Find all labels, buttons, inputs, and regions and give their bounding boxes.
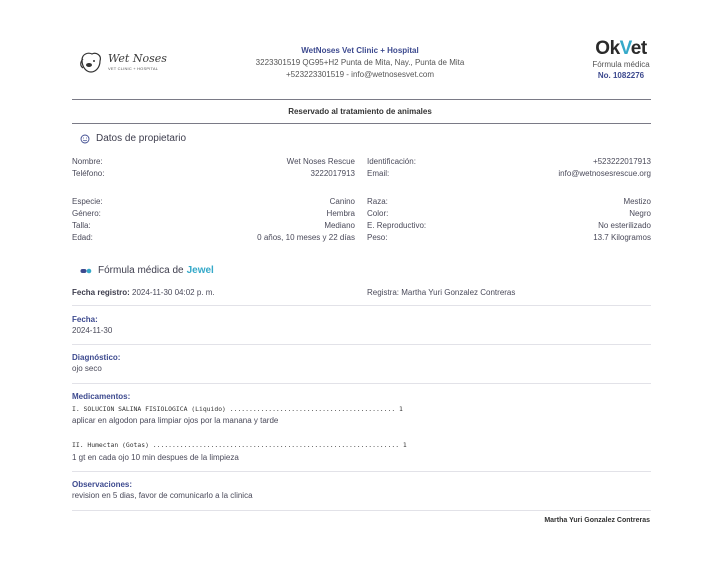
species-label: Especie:: [72, 197, 103, 206]
divider-1: [72, 305, 651, 306]
breed-value: Mestizo: [623, 197, 651, 206]
document-number: No. 1082276: [597, 71, 645, 80]
owner-phone-value: 3222017913: [310, 169, 355, 178]
pills-icon: [80, 266, 92, 276]
breed-label: Raza:: [367, 197, 388, 206]
size-label: Talla:: [72, 221, 91, 230]
reserved-note: Reservado al tratamiento de animales: [288, 107, 432, 116]
pet-name: Jewel: [186, 265, 214, 276]
brand-logo-suffix: et: [630, 38, 647, 59]
owner-email-value: info@wetnosesrescue.org: [558, 169, 651, 178]
owner-section-label: Datos de propietario: [96, 133, 187, 144]
clinic-address: 3223301519 QG95+H2 Punta de Mita, Nay., Punta de Mita: [255, 58, 465, 67]
color-value: Negro: [629, 209, 651, 218]
observations-label: Observaciones:: [72, 480, 133, 489]
diagnosis-label: Diagnóstico:: [72, 353, 121, 362]
formula-title-prefix: Fórmula médica de: [98, 265, 184, 276]
signature-name: Martha Yuri Gonzalez Contreras: [544, 517, 650, 524]
owner-section-title: [80, 133, 186, 144]
medication-1-instructions: aplicar en algodon para limpiar ojos por la manana y tarde: [72, 416, 279, 425]
weight-value: 13.7 Kilogramos: [593, 233, 651, 242]
weight-label: Peso:: [367, 233, 388, 242]
medication-1-line: I. SOLUCION SALINA FISIOLOGICA (Liquido) ........................................... 1: [72, 405, 403, 413]
date-value: 2024-11-30: [72, 326, 113, 335]
owner-name-value: Wet Noses Rescue: [286, 157, 355, 166]
brand-logo-prefix: Ok: [595, 38, 620, 59]
divider-5: [72, 510, 651, 511]
species-value: Canino: [329, 197, 355, 206]
registration-date-value: 2024-11-30 04:02 p. m.: [132, 288, 215, 297]
owner-email-label: Email:: [367, 169, 390, 178]
clinic-contact: +523223301519 - info@wetnosesvet.com: [286, 70, 434, 79]
clinic-logo-subtext: VET CLINIC + HOSPITAL: [108, 66, 159, 71]
brand-block: [578, 38, 664, 82]
header-divider: [72, 99, 651, 100]
registration-date: [72, 287, 215, 299]
repro-label: E. Reproductivo:: [367, 221, 427, 230]
paw-v-icon: V: [619, 38, 631, 59]
size-value: Mediano: [324, 221, 355, 230]
gender-label: Género:: [72, 209, 101, 218]
medication-2-line: II. Humectan (Gotas) ................................................................ 1: [72, 441, 407, 449]
date-label: Fecha:: [72, 315, 98, 324]
reserved-divider: [72, 123, 651, 124]
divider-4: [72, 471, 651, 472]
diagnosis-value: ojo seco: [72, 364, 102, 373]
registered-by-label: Registra:: [367, 288, 400, 297]
document-type: Fórmula médica: [592, 60, 650, 69]
medication-2-instructions: 1 gt en cada ojo 10 min despues de la limpieza: [72, 453, 239, 462]
repro-value: No esterilizado: [598, 221, 651, 230]
owner-id-label: Identificación:: [367, 157, 416, 166]
age-label: Edad:: [72, 233, 93, 242]
okvet-logo: [578, 38, 664, 60]
owner-id-value: +523222017913: [592, 157, 651, 166]
registration-date-label: Fecha registro:: [72, 288, 130, 297]
age-value: 0 años, 10 meses y 22 días: [257, 233, 355, 242]
clinic-logo-text: Wet Noses: [108, 52, 167, 65]
owner-name-label: Nombre:: [72, 157, 103, 166]
owner-phone-label: Teléfono:: [72, 169, 105, 178]
clinic-name: WetNoses Vet Clinic + Hospital: [301, 46, 419, 55]
formula-section-title: [80, 265, 214, 276]
medications-label: Medicamentos:: [72, 392, 131, 401]
color-label: Color:: [367, 209, 389, 218]
divider-3: [72, 383, 651, 384]
registered-by: [367, 287, 515, 299]
gender-value: Hembra: [326, 209, 355, 218]
registered-by-value: Martha Yuri Gonzalez Contreras: [401, 288, 516, 297]
divider-2: [72, 344, 651, 345]
smile-icon: [80, 134, 90, 144]
observations-value: revision en 5 dias, favor de comunicarlo a la clinica: [72, 491, 253, 500]
